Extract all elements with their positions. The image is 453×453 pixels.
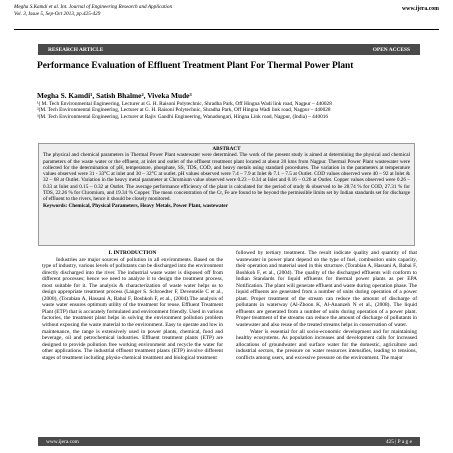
- paper-title: Performance Evaluation of Effluent Treatment Plant For Thermal Power Plant: [37, 61, 354, 71]
- right-column: [236, 250, 417, 427]
- page-footer: [38, 437, 420, 446]
- intro-paragraph-1: Industries are major sources of pollution in all environments. Based on the type of industry, various levels of pollutants can be discharged into the environment directly discharged into the river. The industrial waste water is disposed off from different processes; hence we need to analyze it to design the treatment process, most suitable for it. The analysis & characterization of waste water helps us to design appropriate treatment process (Langer S. Schroedter F, Deventeile C et al., (2000), (Torabian A, Hassani A, Babai F, Boshkoh F, et al., (2004).The analysis of waste water ensures optimum utility of the treatment for reuse. Effluent Treatment Plant (ETP) that is accurately formulated and environment friendly. Used in various factories, the treatment plant helps in solving the environment pollution problem without exposing the waste material to the environment. Easy to operate and low in maintenance, the range is extensively used in power plants, chemical, food and beverage, oil and petrochemical industries. Effluent treatment plants (ETP) are designed to provide pollution free working environment and recycle the water for other applications. The industrial effluent treatment plants (ETP) involve different stages of treatment including physio-chemical treatment and biological treatment: [42, 256, 223, 361]
- research-article-label: RESEARCH ARTICLE: [48, 47, 104, 53]
- section-heading-introduction: I. INTRODUCTION: [108, 250, 157, 256]
- abstract-text: The physical and chemical parameters in Thermal Power Plant wastewater were determined. The work of the present study is aimed at determining the physical and chemical parameters of the waste water or the effluent, at inlet and outlet of the effluent treatment plant located at about 20 kms from Nagpur. Thermal Power Plant wastewater were collected for the determination of pH, temperature, phosphate, SS, TDS, COD, and heavy metals using standard procedures. The variation in the parameters at temperature values observed were 31 - 33°C at inlet and 30 – 32°C at outlet. pH values observed were 7.4 – 7.9 at Inlet & 7.1 – 7.5 at Outlet. COD values observed were 40 – 92 at Inlet & 32 – 68 at Outlet. Variation in the heavy metal parameter at Chromium value observed were 0.23 – 0.34 at Inlet and 0.16 – 0.26 at Outlet. Copper values observed were 0.26 – 0.33 at Inlet and 0.15 – 0.32 at Outlet. The average performance efficiency of the plant is calculated for the period of study & observed to be 28.74 % for COD, 27.31 % for TDS, 22.26 % for Chromium, and 19.34 % Copper. The mean concentration of the Cr, Fe are found to be beyond the permissible limits set by Indian standards set for discharge of effluent to the rivers, hence it should be closely monitored.: [43, 152, 410, 203]
- running-header: [14, 3, 439, 30]
- journal-line-2: Vol. 3, Issue 5, Sep-Oct 2013, pp.425-429: [14, 11, 101, 17]
- journal-citation: [14, 4, 172, 18]
- keywords: Keywords: Chemical, Physical Parameters, Heavy Metals, Power Plant, wastewater: [43, 202, 228, 209]
- affiliation-3: ³(M. Tech Environmental Engineering, Lecturer at Rajiv Gandhi Engineering, Wanadongari, Hingna Link road, Nagpur, (India) – 440016: [37, 113, 329, 120]
- abstract-heading: ABSTRACT: [212, 146, 241, 152]
- journal-line-1: Megha S.Kamdi et al. Int. Journal of Engineering Research and Application: [14, 4, 173, 10]
- footer-url[interactable]: www.ijera.com: [46, 439, 79, 445]
- affiliation-2: ²(M. Tech Environmental Engineering, Lecturer at G. H. Raisoni Polytechnic, Shradha Park, Off Hingna Wadi link road, Nagpur – 440028: [37, 107, 331, 114]
- left-column: [42, 250, 223, 427]
- abstract-box: [38, 143, 415, 246]
- intro-paragraph-2: followed by tertiary treatment. The result indicate quality and quantity of that wastewater in power plant depend on the type of fuel, combustion units capacity, their operation and material used in this structure. (Torabian A, Hassani A, Babai F, Boshkoh F, et al., (2004). The quality of the discharged effluents will conform to Indian Standards for liquid effluents for thermal power plants as per EPA Notification. The plant will generate effluent and waste during operation phase. The liquid effluents are generated from a number of units during operation of a power plant. Proper treatment of the stream can reduce the amount of discharge of pollutants in waterway (Al-Zboon K, Al-Ananzeh N et al., (2008). The liquid effluents are generated from a number of units during operation of a power plant. Proper treatment of the streams can reduce the amount of discharge of pollutants in wastewater and also reuse of the treated streams helps in conservation of water.: [236, 250, 417, 329]
- intro-paragraph-3: Water is essential for all socio-economic development and for maintaining healthy ecosystems. As population increases and development calls for increased allocations of groundwater and surface water for the domestic, agriculture and industrial sectors, the pressure on water resources intensifies, leading to tensions, conflicts among users, and excessive pressure on the environment. The major: [236, 328, 417, 361]
- page-number: 425 | P a g e: [385, 439, 412, 445]
- open-access-label: OPEN ACCESS: [372, 47, 410, 53]
- header-url[interactable]: www.ijera.com: [401, 6, 439, 12]
- author-list: Megha S. Kamdi¹, Satish Bhalme², Viveka Mude³: [37, 91, 192, 100]
- affiliations: [37, 101, 417, 120]
- article-type-band: [38, 44, 420, 55]
- affiliation-1: ¹( M. Tech Environmental Engineering, Lecturer at G. H. Raisoni Polytechnic, Shradha Park, Off Hingna Wadi link road, Nagpur – 440028: [37, 101, 332, 107]
